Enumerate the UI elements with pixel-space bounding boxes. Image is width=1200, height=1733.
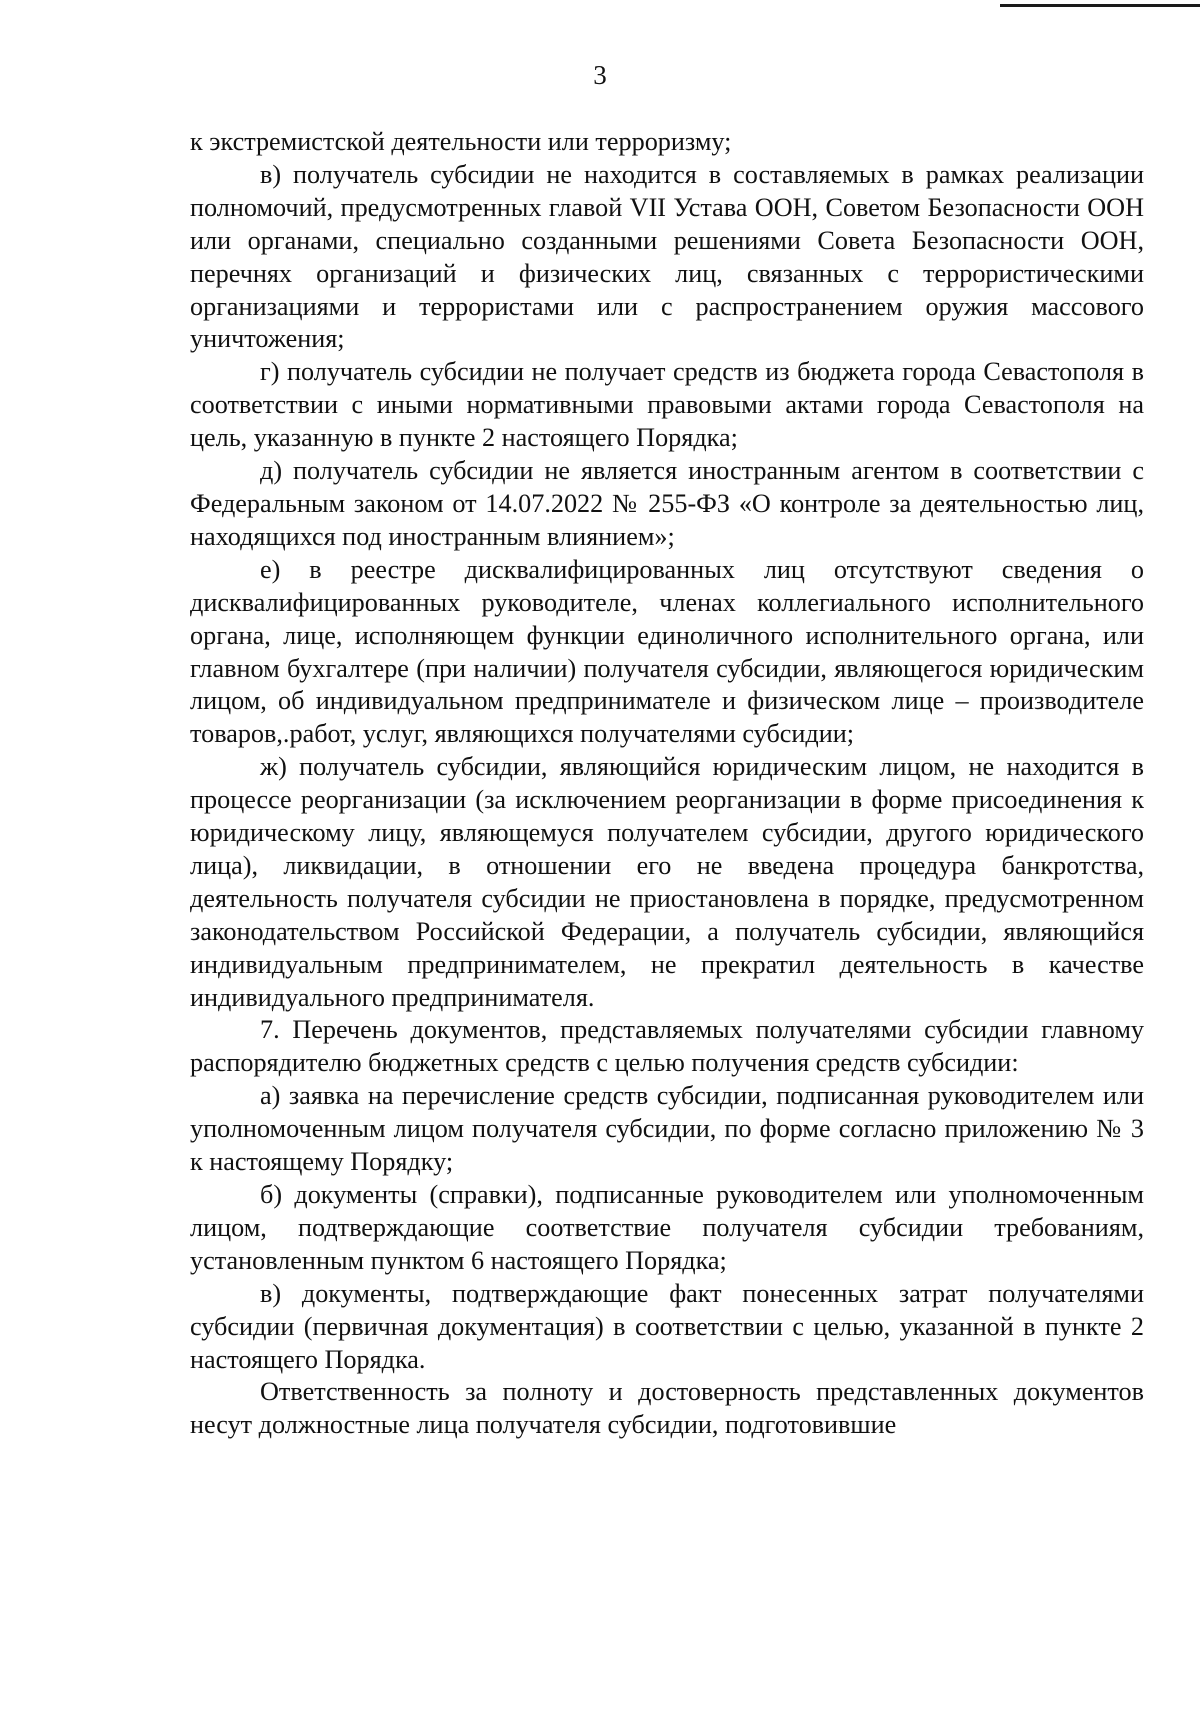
top-edge-rule — [1000, 4, 1200, 7]
paragraph-clause-v: в) получатель субсидии не находится в составляемых в рамках реализации полномочий, предусмотренных главой VII Устава ООН, Советом Безопасности ООН или органами, специально созданными решениями Совета Безопасности ООН, перечнях организаций и физических лиц, связанных с террористическими организациями и террористами или с распространением оружия массового уничтожения; — [190, 159, 1144, 354]
paragraph-clause-g: г) получатель субсидии не получает средств из бюджета города Севастополя в соответствии с иными нормативными правовыми актами города Севастополя на цель, указанную в пункте 2 настоящего Порядка; — [190, 357, 1144, 453]
document-body — [190, 126, 1144, 1442]
paragraph-responsibility: Ответственность за полноту и достоверность представленных документов несут должностные лица получателя субсидии, подготовившие — [190, 1377, 1144, 1440]
paragraph-item-7b: б) документы (справки), подписанные руководителем или уполномоченным лицом, подтверждающие соответствие получателя субсидии требованиям, установленным пунктом 6 настоящего Порядка; — [190, 1180, 1144, 1275]
paragraph-item-7a: а) заявка на перечисление средств субсидии, подписанная руководителем или уполномоченным лицом получателя субсидии, по форме согласно приложению № 3 к настоящему Порядку; — [190, 1081, 1144, 1177]
paragraph-continuation: к экстремистской деятельности или терроризму; — [190, 127, 732, 156]
paragraph-clause-d: д) получатель субсидии не является иностранным агентом в соответствии с Федеральным законом от 14.07.2022 № 255-ФЗ «О контроле за деятельностью лиц, находящихся под иностранным влиянием»; — [190, 456, 1144, 551]
paragraph-clause-e: е) в реестре дисквалифицированных лиц отсутствуют сведения о дисквалифицированных руководителе, членах коллегиального исполнительного органа, лице, исполняющем функции единоличного исполнительного органа, или главном бухгалтере (при наличии) получателя субсидии, являющегося юридическим лицом, об индивидуальном предпринимателе и физическом лице – производителе товаров,.работ, услуг, являющихся получателями субсидии; — [190, 554, 1144, 749]
page-number: 3 — [593, 60, 607, 90]
paragraph-clause-zh: ж) получатель субсидии, являющийся юридическим лицом, не находится в процессе реорганизации (за исключением реорганизации в форме присоединения к юридическому лицу, являющемуся получателем субсидии, другого юридического лица), ликвидации, в отношении его не введена процедура банкротства, деятельность получателя субсидии не приостановлена в порядке, предусмотренном законодательством Российской Федерации, а получатель субсидии, являющийся индивидуальным предпринимателем, не прекратил деятельность в качестве индивидуального предпринимателя. — [190, 752, 1144, 1012]
paragraph-item-7: 7. Перечень документов, представляемых получателями субсидии главному распорядителю бюджетных средств с целью получения средств субсидии: — [190, 1015, 1144, 1078]
paragraph-item-7v: в) документы, подтверждающие факт понесенных затрат получателями субсидии (первичная документация) в соответствии с целью, указанной в пункте 2 настоящего Порядка. — [190, 1278, 1144, 1374]
